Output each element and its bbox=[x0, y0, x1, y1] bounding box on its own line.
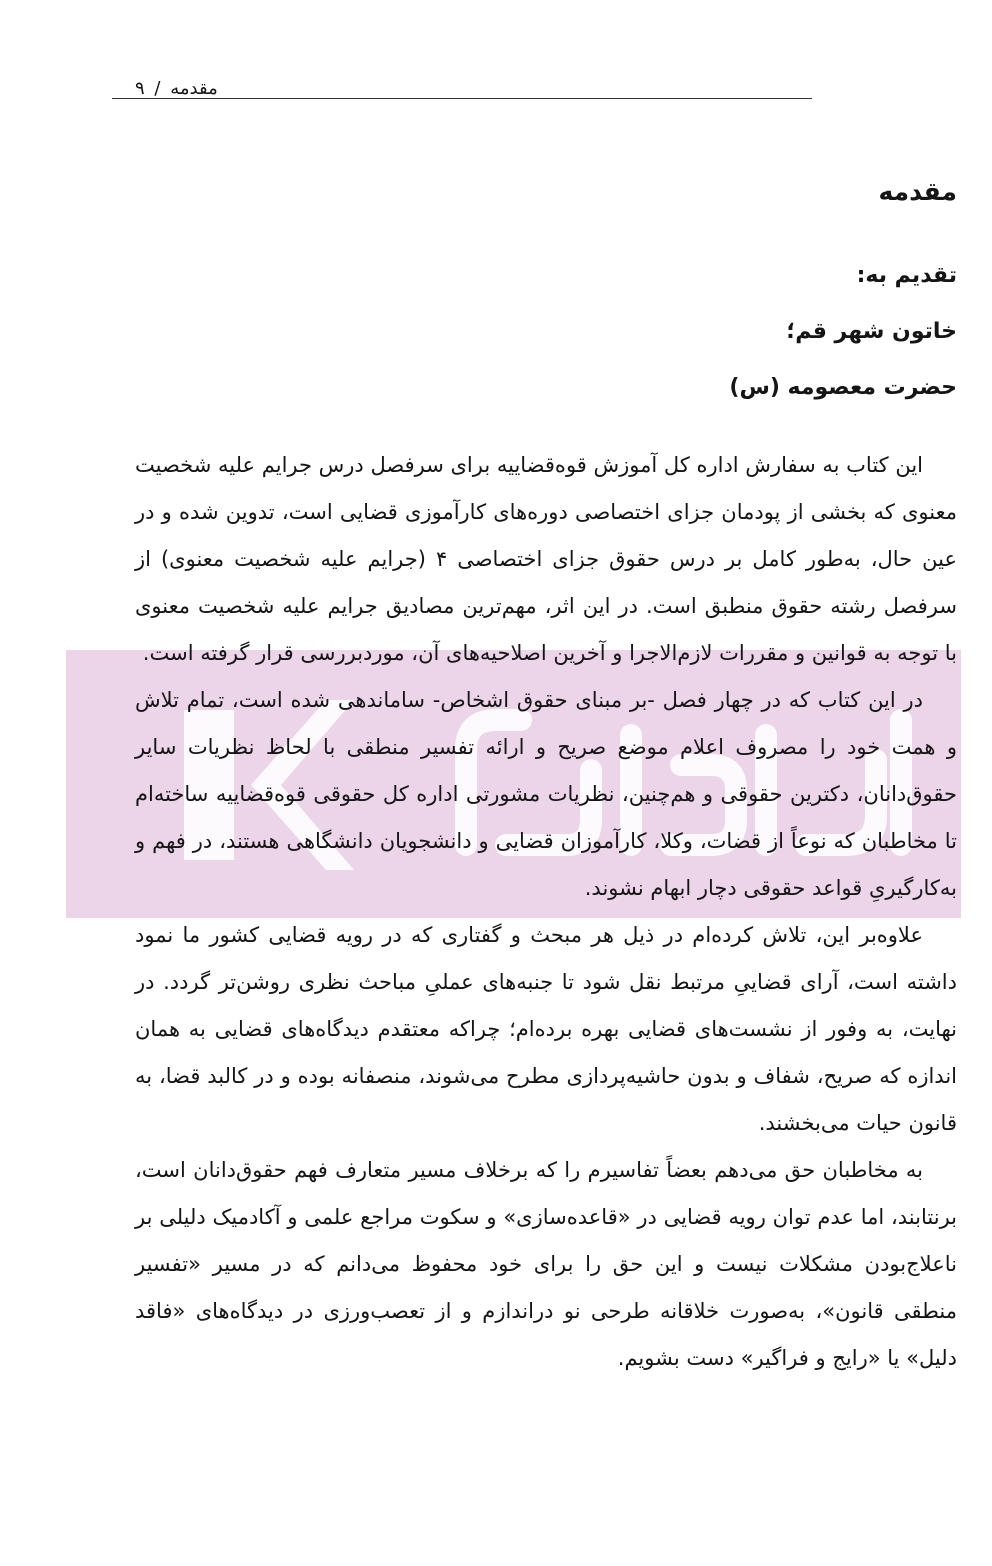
running-header-title: مقدمه bbox=[170, 78, 218, 99]
dedication bbox=[135, 248, 957, 416]
running-header bbox=[135, 78, 218, 99]
body-paragraph: این کتاب به سفارش اداره کل آموزش قوه‌قضاییه برای سرفصل درس جرایم علیه شخصیت معنوی که بخشی از پودمان جزای اختصاصی دوره‌های کارآموزی قضایی است، تدوین شده و در عین حال، به‌طور کامل بر درس حقوق جزای اختصاصی ۴ (جرایم علیه شخصیت معنوی) از سرفصل رشته حقوق منطبق است. در این اثر، مهم‌ترین مصادیق جرایم علیه شخصیت معنوی با توجه به قوانین و مقررات لازم‌الاجرا و آخرین اصلاحیه‌های آن، موردبررسی قرار گرفته است. bbox=[135, 453, 957, 665]
body-paragraph: به مخاطبان حق می‌دهم بعضاً تفاسیرم را که برخلاف مسیر متعارف فهم حقوق‌دانان است، برنتابند، اما عدم توان رویه قضایی در «قاعده‌سازی» و سکوت مراجع علمی و آکادمیک دلیلی بر ناعلاج‌بودن مشکلات نیست و این حق را برای خود محفوظ می‌دانم که در مسیر «تفسیر منطقی قانون»، به‌صورت خلاقانه طرحی نو دراندازم و از تعصب‌ورزی در دیدگاه‌های «فاقد دلیل» یا «رایج و فراگیر» دست بشویم. bbox=[135, 1158, 957, 1370]
header-rule bbox=[112, 98, 812, 99]
running-header-separator: / bbox=[154, 78, 161, 99]
dedication-line: حضرت معصومه (س) bbox=[729, 375, 957, 400]
page-content bbox=[135, 170, 957, 1382]
dedication-line: خاتون شهر قم؛ bbox=[786, 319, 957, 344]
dedication-line: تقدیم به: bbox=[856, 263, 957, 288]
body-paragraph: در این کتاب که در چهار فصل -بر مبنای حقوق اشخاص- ساماندهی شده است، تمام تلاش و همت خود را مصروف اعلام موضع صریح و ارائه تفسیر منطقی با لحاظ نظریات سایر حقوق‌دانان، دکترین حقوقی و هم‌چنین، نظریات مشورتی اداره کل حقوقی قوه‌قضاییه ساخته‌ام تا مخاطبان که نوعاً از قضات، وکلا، کارآموزان قضایی و دانشجویان دانشگاهی هستند، در فهم و به‌کارگیریِ قواعد حقوقی دچار ابهام نشوند. bbox=[135, 688, 957, 900]
chapter-title: مقدمه bbox=[878, 177, 957, 206]
body-paragraph: علاوه‌بر این، تلاش کرده‌ام در ذیل هر مبحث و گفتاری که در رویه قضایی کشور ما نمود داشته است، آرای قضاییِ مرتبط نقل شود تا جنبه‌های عملیِ مباحث نظری روشن‌تر گردد. در نهایت، به وفور از نشست‌های قضایی بهره برده‌ام؛ چراکه معتقدم دیدگاه‌های قضایی به همان اندازه که صریح، شفاف و بدون حاشیه‌پردازی مطرح می‌شوند، منصفانه بوده و در کالبد قضا، به قانون حیات می‌بخشند. bbox=[135, 923, 957, 1135]
page-number: ۹ bbox=[135, 78, 145, 99]
